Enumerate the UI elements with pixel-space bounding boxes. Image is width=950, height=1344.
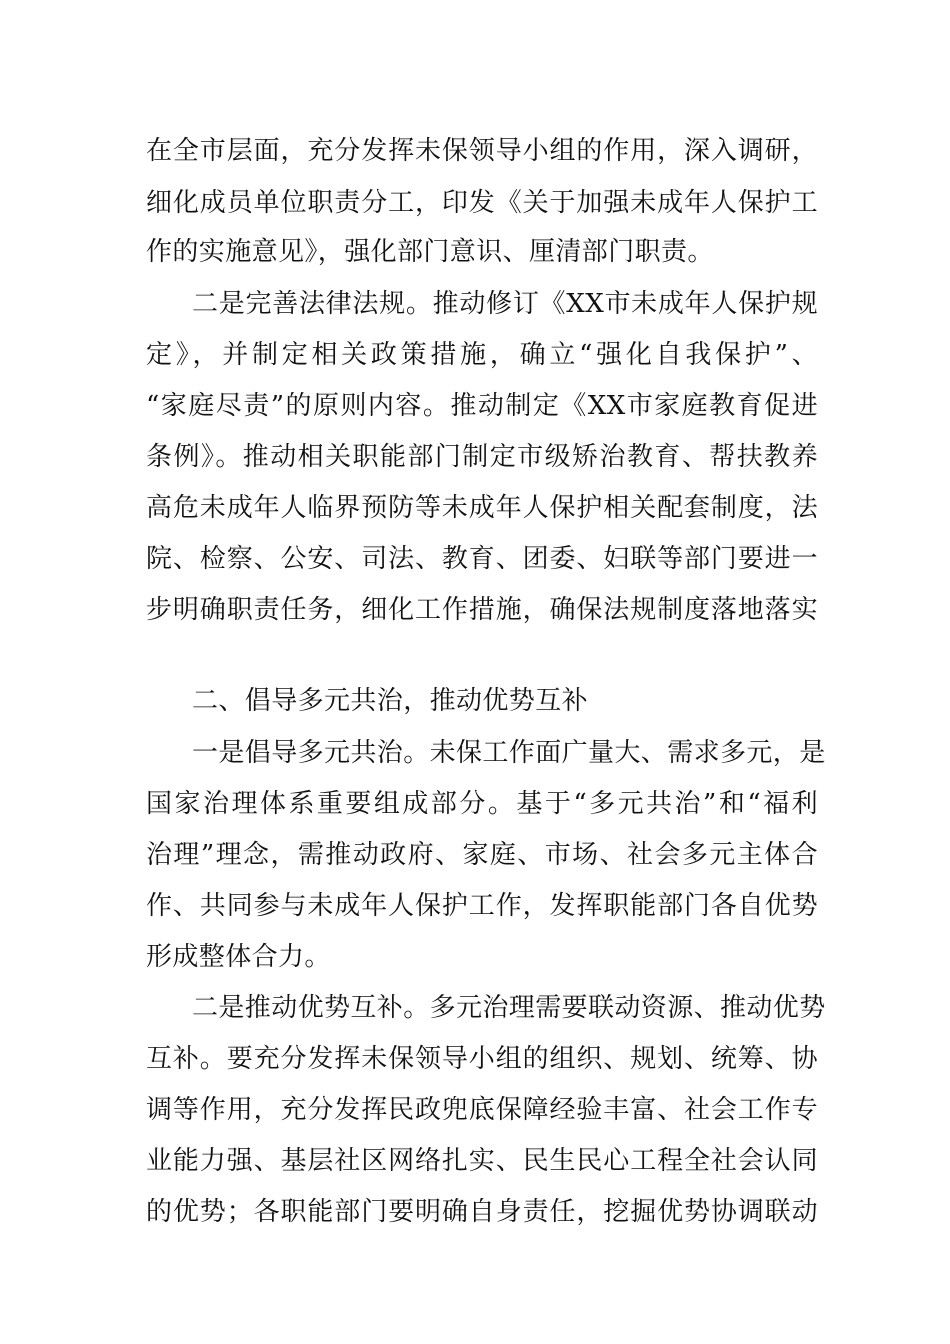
paragraph-line: 在全市层面，充分发挥未保领导小组的作用，深入调研， (146, 136, 818, 166)
paragraph-line: 细化成员单位职责分工，印发《关于加强未成年人保护工 (146, 188, 818, 218)
paragraph-line: 步明确职责任务，细化工作措施，确保法规制度落地落实 (146, 595, 818, 625)
paragraph-line: 作、共同参与未成年人保护工作，发挥职能部门各自优势 (146, 891, 818, 921)
paragraph-line: 的优势；各职能部门要明确自身责任，挖掘优势协调联动 (146, 1197, 818, 1227)
paragraph-line: 国家治理体系重要组成部分。基于“多元共治”和“福利 (146, 789, 818, 819)
paragraph-line: 条例》。推动相关职能部门制定市级矫治教育、帮扶教养 (146, 442, 818, 472)
paragraph-line: 作的实施意见》，强化部门意识、厘清部门职责。 (146, 237, 714, 267)
paragraph-line: 业能力强、基层社区网络扎实、民生民心工程全社会认同 (146, 1146, 818, 1176)
paragraph-line: 二是完善法律法规。推动修订《XX市未成年人保护规 (192, 289, 818, 319)
paragraph-line: 定》，并制定相关政策措施，确立“强化自我保护”、 (146, 340, 818, 370)
paragraph-line: 院、检察、公安、司法、教育、团委、妇联等部门要进一 (146, 544, 818, 574)
paragraph-line: 治理”理念，需推动政府、家庭、市场、社会多元主体合 (146, 840, 818, 870)
paragraph-line: 互补。要充分发挥未保领导小组的组织、规划、统筹、协 (146, 1044, 818, 1074)
paragraph-line: “家庭尽责”的原则内容。推动制定《XX市家庭教育促进 (146, 391, 818, 421)
paragraph-line: 二是推动优势互补。多元治理需要联动资源、推动优势 (192, 993, 826, 1023)
paragraph-line: 形成整体合力。 (146, 942, 331, 972)
paragraph-line: 调等作用，充分发挥民政兜底保障经验丰富、社会工作专 (146, 1095, 818, 1125)
section-heading: 二、倡导多元共治，推动优势互补 (192, 686, 589, 716)
paragraph-line: 高危未成年人临界预防等未成年人保护相关配套制度，法 (146, 493, 818, 523)
paragraph-line: 一是倡导多元共治。未保工作面广量大、需求多元，是 (192, 738, 826, 768)
